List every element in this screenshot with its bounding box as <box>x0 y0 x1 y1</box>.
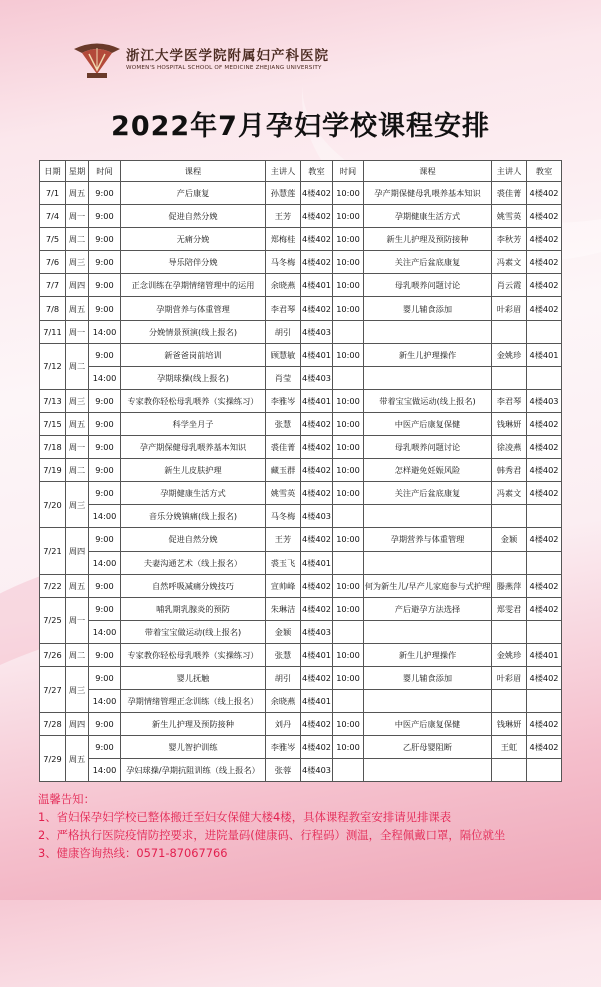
schedule-weekday: 周三 <box>66 389 89 412</box>
schedule-speaker-2: 徐凌燕 <box>492 436 527 459</box>
schedule-time-1: 9:00 <box>89 574 121 597</box>
schedule-course-2: 乙肝母婴阻断 <box>364 736 492 759</box>
schedule-course-1: 专家教你轻松母乳喂养（实操练习） <box>121 389 266 412</box>
header-room-2: 教室 <box>527 161 562 182</box>
schedule-room-1: 4楼402 <box>301 205 333 228</box>
schedule-room-2 <box>527 690 562 713</box>
schedule-room-1: 4楼402 <box>301 459 333 482</box>
schedule-speaker-1: 李君琴 <box>266 297 301 320</box>
table-row <box>40 482 562 505</box>
schedule-room-1: 4楼402 <box>301 574 333 597</box>
schedule-speaker-2 <box>492 505 527 528</box>
schedule-course-1: 婴儿智护训练 <box>121 736 266 759</box>
table-row <box>40 574 562 597</box>
schedule-room-2: 4楼402 <box>527 597 562 620</box>
schedule-time-2 <box>333 551 364 574</box>
schedule-time-1: 14:00 <box>89 320 121 343</box>
schedule-speaker-2: 李秋芳 <box>492 228 527 251</box>
schedule-room-2: 4楼402 <box>527 412 562 435</box>
schedule-course-2 <box>364 505 492 528</box>
schedule-course-2: 何为新生儿/早产儿家庭参与式护理 <box>364 574 492 597</box>
header-course-1: 课程 <box>121 161 266 182</box>
table-row <box>40 274 562 297</box>
schedule-room-2 <box>527 320 562 343</box>
schedule-date: 7/18 <box>40 436 66 459</box>
schedule-course-2: 怎样避免妊娠风险 <box>364 459 492 482</box>
schedule-weekday: 周一 <box>66 320 89 343</box>
schedule-course-1: 无痛分娩 <box>121 228 266 251</box>
schedule-speaker-1: 刘丹 <box>266 713 301 736</box>
schedule-room-2: 4楼402 <box>527 666 562 689</box>
schedule-course-1: 婴儿抚触 <box>121 666 266 689</box>
schedule-speaker-1: 顾慧敏 <box>266 343 301 366</box>
schedule-weekday: 周二 <box>66 343 89 389</box>
schedule-room-1: 4楼402 <box>301 228 333 251</box>
schedule-room-2: 4楼402 <box>527 459 562 482</box>
schedule-room-1: 4楼401 <box>301 389 333 412</box>
schedule-time-2: 10:00 <box>333 436 364 459</box>
schedule-speaker-1: 张慧 <box>266 412 301 435</box>
schedule-time-2: 10:00 <box>333 482 364 505</box>
schedule-time-1: 14:00 <box>89 690 121 713</box>
schedule-course-1: 分娩情景预演(线上报名) <box>121 320 266 343</box>
schedule-time-1: 9:00 <box>89 459 121 482</box>
schedule-speaker-2: 裘佳菁 <box>492 182 527 205</box>
schedule-time-2 <box>333 690 364 713</box>
schedule-course-1: 哺乳期乳腺炎的预防 <box>121 597 266 620</box>
table-row <box>40 759 562 782</box>
schedule-course-2 <box>364 551 492 574</box>
table-row <box>40 228 562 251</box>
schedule-course-1: 带着宝宝做运动(线上报名) <box>121 620 266 643</box>
schedule-speaker-1: 张蓉 <box>266 759 301 782</box>
schedule-weekday: 周五 <box>66 574 89 597</box>
logo-chinese-name: 浙江大学医学院附属妇产科医院 <box>126 48 329 64</box>
schedule-weekday: 周三 <box>66 482 89 528</box>
schedule-speaker-2 <box>492 690 527 713</box>
schedule-room-2: 4楼401 <box>527 643 562 666</box>
schedule-room-2: 4楼402 <box>527 574 562 597</box>
schedule-date: 7/6 <box>40 251 66 274</box>
table-row <box>40 459 562 482</box>
schedule-room-1: 4楼402 <box>301 597 333 620</box>
schedule-date: 7/20 <box>40 482 66 528</box>
table-row <box>40 389 562 412</box>
notice-item: 2、严格执行医院疫情防控要求，进院量码(健康码、行程码）测温，全程佩戴口罩，隔位就坐 <box>38 828 506 842</box>
schedule-time-2: 10:00 <box>333 389 364 412</box>
schedule-speaker-2: 金姚珍 <box>492 643 527 666</box>
schedule-speaker-1: 李雅岑 <box>266 736 301 759</box>
schedule-time-1: 9:00 <box>89 343 121 366</box>
schedule-course-2: 婴儿辅食添加 <box>364 297 492 320</box>
schedule-weekday: 周五 <box>66 182 89 205</box>
schedule-speaker-2: 叶彩眉 <box>492 666 527 689</box>
schedule-speaker-1: 胡引 <box>266 666 301 689</box>
schedule-course-2: 关注产后盆底康复 <box>364 482 492 505</box>
schedule-speaker-1: 余晓燕 <box>266 690 301 713</box>
schedule-time-2: 10:00 <box>333 643 364 666</box>
table-row <box>40 412 562 435</box>
schedule-speaker-2 <box>492 759 527 782</box>
schedule-speaker-1: 余晓燕 <box>266 274 301 297</box>
schedule-speaker-2: 李君琴 <box>492 389 527 412</box>
table-row <box>40 436 562 459</box>
schedule-room-1: 4楼401 <box>301 690 333 713</box>
schedule-speaker-1: 裘佳菁 <box>266 436 301 459</box>
schedule-room-1: 4楼403 <box>301 759 333 782</box>
table-row <box>40 251 562 274</box>
schedule-speaker-1: 李雅岑 <box>266 389 301 412</box>
notice-item: 3、健康咨询热线：0571-87067766 <box>38 846 228 860</box>
schedule-room-1: 4楼401 <box>301 643 333 666</box>
table-row <box>40 620 562 643</box>
table-row <box>40 528 562 551</box>
schedule-date: 7/25 <box>40 597 66 643</box>
schedule-date: 7/8 <box>40 297 66 320</box>
schedule-room-2: 4楼402 <box>527 205 562 228</box>
header-date: 日期 <box>40 161 66 182</box>
header-speaker-2: 主讲人 <box>492 161 527 182</box>
schedule-course-1: 孕期营养与体重管理 <box>121 297 266 320</box>
schedule-time-2 <box>333 366 364 389</box>
page-title: 2022年7月孕妇学校课程安排 <box>111 111 490 142</box>
schedule-course-1: 专家教你轻松母乳喂养（实操练习） <box>121 643 266 666</box>
schedule-time-1: 9:00 <box>89 643 121 666</box>
schedule-speaker-2: 钱琳妍 <box>492 412 527 435</box>
schedule-speaker-1: 胡引 <box>266 320 301 343</box>
schedule-room-2 <box>527 505 562 528</box>
table-row <box>40 366 562 389</box>
schedule-speaker-1: 裘玉飞 <box>266 551 301 574</box>
header-time-1: 时间 <box>89 161 121 182</box>
schedule-speaker-2: 滕燕萍 <box>492 574 527 597</box>
schedule-speaker-1: 王芳 <box>266 205 301 228</box>
schedule-date: 7/11 <box>40 320 66 343</box>
schedule-room-1: 4楼402 <box>301 297 333 320</box>
schedule-time-1: 9:00 <box>89 389 121 412</box>
schedule-time-1: 9:00 <box>89 274 121 297</box>
schedule-time-1: 14:00 <box>89 551 121 574</box>
schedule-course-2 <box>364 320 492 343</box>
table-row <box>40 205 562 228</box>
schedule-speaker-2: 王虹 <box>492 736 527 759</box>
schedule-room-1: 4楼402 <box>301 666 333 689</box>
header-time-2: 时间 <box>333 161 364 182</box>
schedule-course-1: 孕期球操(线上报名) <box>121 366 266 389</box>
schedule-room-2: 4楼402 <box>527 436 562 459</box>
schedule-time-2: 10:00 <box>333 597 364 620</box>
schedule-room-1: 4楼403 <box>301 505 333 528</box>
schedule-time-2: 10:00 <box>333 182 364 205</box>
schedule-course-1: 促进自然分娩 <box>121 205 266 228</box>
schedule-time-1: 9:00 <box>89 228 121 251</box>
schedule-course-2: 产后避孕方法选择 <box>364 597 492 620</box>
schedule-weekday: 周四 <box>66 274 89 297</box>
schedule-speaker-2 <box>492 620 527 643</box>
schedule-room-2 <box>527 620 562 643</box>
schedule-course-2: 中医产后康复保健 <box>364 713 492 736</box>
schedule-course-2 <box>364 620 492 643</box>
schedule-time-1: 9:00 <box>89 205 121 228</box>
schedule-room-2: 4楼402 <box>527 482 562 505</box>
schedule-room-2: 4楼403 <box>527 389 562 412</box>
schedule-time-2: 10:00 <box>333 412 364 435</box>
table-row <box>40 736 562 759</box>
logo-english-name: WOMEN'S HOSPITAL SCHOOL OF MEDICINE ZHEJIANG UNIVERSITY <box>126 65 322 71</box>
schedule-weekday: 周五 <box>66 736 89 782</box>
schedule-speaker-2: 姚雪英 <box>492 205 527 228</box>
schedule-room-1: 4楼402 <box>301 412 333 435</box>
schedule-room-1: 4楼402 <box>301 182 333 205</box>
schedule-time-1: 9:00 <box>89 736 121 759</box>
schedule-weekday: 周三 <box>66 251 89 274</box>
table-row <box>40 690 562 713</box>
schedule-course-2: 婴儿辅食添加 <box>364 666 492 689</box>
schedule-course-1: 新生儿皮肤护理 <box>121 459 266 482</box>
schedule-speaker-1: 张慧 <box>266 643 301 666</box>
schedule-time-2: 10:00 <box>333 736 364 759</box>
schedule-speaker-2: 肖云霞 <box>492 274 527 297</box>
schedule-time-2: 10:00 <box>333 274 364 297</box>
schedule-time-1: 9:00 <box>89 182 121 205</box>
schedule-course-1: 新爸爸岗前培训 <box>121 343 266 366</box>
schedule-date: 7/28 <box>40 713 66 736</box>
schedule-speaker-2: 韩秀君 <box>492 459 527 482</box>
table-row <box>40 297 562 320</box>
schedule-speaker-1: 马冬梅 <box>266 251 301 274</box>
schedule-room-1: 4楼401 <box>301 343 333 366</box>
schedule-speaker-2: 郑雯君 <box>492 597 527 620</box>
schedule-room-1: 4楼403 <box>301 620 333 643</box>
schedule-room-1: 4楼401 <box>301 551 333 574</box>
schedule-speaker-1: 宣帅峰 <box>266 574 301 597</box>
schedule-room-2: 4楼402 <box>527 274 562 297</box>
schedule-weekday: 周五 <box>66 297 89 320</box>
schedule-course-1: 新生儿护理及预防接种 <box>121 713 266 736</box>
schedule-time-1: 9:00 <box>89 297 121 320</box>
schedule-course-2: 新生儿护理及预防接种 <box>364 228 492 251</box>
schedule-course-1: 科学坐月子 <box>121 412 266 435</box>
schedule-room-2 <box>527 366 562 389</box>
schedule-course-2: 母乳喂养问题讨论 <box>364 274 492 297</box>
schedule-room-2: 4楼402 <box>527 228 562 251</box>
schedule-speaker-1: 马冬梅 <box>266 505 301 528</box>
schedule-room-1: 4楼403 <box>301 320 333 343</box>
schedule-speaker-1: 王芳 <box>266 528 301 551</box>
schedule-course-1: 促进自然分娩 <box>121 528 266 551</box>
schedule-time-1: 9:00 <box>89 528 121 551</box>
schedule-table <box>39 160 562 782</box>
schedule-course-2: 新生儿护理操作 <box>364 643 492 666</box>
schedule-time-1: 9:00 <box>89 412 121 435</box>
schedule-time-1: 14:00 <box>89 620 121 643</box>
hospital-logo <box>72 40 329 80</box>
schedule-course-2: 孕期营养与体重管理 <box>364 528 492 551</box>
schedule-course-1: 正念训练在孕期情绪管理中的运用 <box>121 274 266 297</box>
header-speaker-1: 主讲人 <box>266 161 301 182</box>
schedule-room-2: 4楼402 <box>527 251 562 274</box>
schedule-speaker-1: 朱琳洁 <box>266 597 301 620</box>
schedule-time-2: 10:00 <box>333 459 364 482</box>
schedule-room-2: 4楼402 <box>527 182 562 205</box>
schedule-weekday: 周三 <box>66 666 89 712</box>
header-room-1: 教室 <box>301 161 333 182</box>
schedule-weekday: 周一 <box>66 597 89 643</box>
schedule-time-1: 14:00 <box>89 366 121 389</box>
schedule-speaker-2 <box>492 551 527 574</box>
schedule-room-2: 4楼402 <box>527 736 562 759</box>
schedule-speaker-1: 肖莹 <box>266 366 301 389</box>
schedule-speaker-1: 金颖 <box>266 620 301 643</box>
schedule-date: 7/27 <box>40 666 66 712</box>
schedule-date: 7/4 <box>40 205 66 228</box>
schedule-course-2 <box>364 690 492 713</box>
table-row <box>40 343 562 366</box>
schedule-speaker-2: 金姚珍 <box>492 343 527 366</box>
schedule-course-1: 导乐陪伴分娩 <box>121 251 266 274</box>
schedule-speaker-1: 姚雪英 <box>266 482 301 505</box>
schedule-time-1: 9:00 <box>89 251 121 274</box>
schedule-weekday: 周二 <box>66 643 89 666</box>
schedule-date: 7/26 <box>40 643 66 666</box>
schedule-speaker-2: 钱琳妍 <box>492 713 527 736</box>
schedule-room-1: 4楼402 <box>301 528 333 551</box>
schedule-course-1: 孕产期保健母乳喂养基本知识 <box>121 436 266 459</box>
schedule-speaker-1: 孙慧莲 <box>266 182 301 205</box>
schedule-course-1: 孕期健康生活方式 <box>121 482 266 505</box>
schedule-body <box>40 182 562 782</box>
schedule-date: 7/15 <box>40 412 66 435</box>
schedule-time-2 <box>333 620 364 643</box>
table-row <box>40 597 562 620</box>
schedule-time-2: 10:00 <box>333 528 364 551</box>
schedule-room-2: 4楼402 <box>527 713 562 736</box>
schedule-speaker-1: 藏玉群 <box>266 459 301 482</box>
schedule-course-2: 新生儿护理操作 <box>364 343 492 366</box>
schedule-time-2: 10:00 <box>333 574 364 597</box>
schedule-speaker-2: 金颖 <box>492 528 527 551</box>
schedule-speaker-2: 叶彩眉 <box>492 297 527 320</box>
schedule-time-1: 14:00 <box>89 759 121 782</box>
schedule-course-1: 孕妇球操/孕期抗阻训练（线上报名） <box>121 759 266 782</box>
schedule-date: 7/29 <box>40 736 66 782</box>
schedule-course-2: 带着宝宝做运动(线上报名) <box>364 389 492 412</box>
schedule-time-2 <box>333 759 364 782</box>
schedule-time-2: 10:00 <box>333 251 364 274</box>
schedule-room-1: 4楼402 <box>301 436 333 459</box>
table-row <box>40 320 562 343</box>
schedule-time-2: 10:00 <box>333 228 364 251</box>
schedule-course-1: 自然呼吸减痛分娩技巧 <box>121 574 266 597</box>
schedule-date: 7/21 <box>40 528 66 574</box>
schedule-weekday: 周四 <box>66 528 89 574</box>
schedule-weekday: 周二 <box>66 459 89 482</box>
schedule-time-2 <box>333 320 364 343</box>
schedule-course-2: 母乳喂养问题讨论 <box>364 436 492 459</box>
schedule-room-2: 4楼402 <box>527 528 562 551</box>
schedule-date: 7/13 <box>40 389 66 412</box>
schedule-time-2: 10:00 <box>333 297 364 320</box>
schedule-course-1: 夫妻沟通艺术（线上报名） <box>121 551 266 574</box>
schedule-room-2 <box>527 551 562 574</box>
schedule-date: 7/19 <box>40 459 66 482</box>
table-row <box>40 505 562 528</box>
schedule-date: 7/22 <box>40 574 66 597</box>
notice-heading: 温馨告知： <box>38 792 95 806</box>
schedule-course-2 <box>364 759 492 782</box>
schedule-course-1: 孕期情绪管理正念训练（线上报名） <box>121 690 266 713</box>
schedule-weekday: 周四 <box>66 713 89 736</box>
schedule-speaker-1: 郑梅桂 <box>266 228 301 251</box>
schedule-room-2 <box>527 759 562 782</box>
schedule-speaker-2: 冯素文 <box>492 482 527 505</box>
schedule-room-1: 4楼402 <box>301 713 333 736</box>
schedule-course-1: 音乐分娩镇痛(线上报名) <box>121 505 266 528</box>
schedule-date: 7/5 <box>40 228 66 251</box>
schedule-time-1: 9:00 <box>89 436 121 459</box>
schedule-date: 7/12 <box>40 343 66 389</box>
schedule-time-2: 10:00 <box>333 713 364 736</box>
schedule-date: 7/7 <box>40 274 66 297</box>
schedule-course-2: 孕产期保健母乳喂养基本知识 <box>364 182 492 205</box>
schedule-room-2: 4楼402 <box>527 297 562 320</box>
table-header-row <box>40 161 562 182</box>
schedule-room-1: 4楼402 <box>301 251 333 274</box>
notice-section <box>38 790 505 862</box>
schedule-weekday: 周一 <box>66 436 89 459</box>
schedule-speaker-2 <box>492 366 527 389</box>
schedule-date: 7/1 <box>40 182 66 205</box>
hospital-emblem-icon <box>72 40 122 80</box>
schedule-time-1: 9:00 <box>89 482 121 505</box>
schedule-time-2 <box>333 505 364 528</box>
schedule-weekday: 周一 <box>66 205 89 228</box>
schedule-speaker-2: 冯素文 <box>492 251 527 274</box>
schedule-time-2: 10:00 <box>333 343 364 366</box>
table-row <box>40 643 562 666</box>
schedule-time-1: 9:00 <box>89 666 121 689</box>
schedule-course-1: 产后康复 <box>121 182 266 205</box>
schedule-room-1: 4楼403 <box>301 366 333 389</box>
table-row <box>40 182 562 205</box>
schedule-time-2: 10:00 <box>333 666 364 689</box>
schedule-time-1: 9:00 <box>89 597 121 620</box>
schedule-weekday: 周二 <box>66 228 89 251</box>
schedule-room-2: 4楼401 <box>527 343 562 366</box>
schedule-weekday: 周五 <box>66 412 89 435</box>
table-row <box>40 666 562 689</box>
header-course-2: 课程 <box>364 161 492 182</box>
schedule-course-2: 关注产后盆底康复 <box>364 251 492 274</box>
schedule-time-2: 10:00 <box>333 205 364 228</box>
schedule-course-2: 孕期健康生活方式 <box>364 205 492 228</box>
notice-item: 1、省妇保孕妇学校已整体搬迁至妇女保健大楼4楼，具体课程教室安排请见排课表 <box>38 810 452 824</box>
schedule-course-2 <box>364 366 492 389</box>
schedule-room-1: 4楼402 <box>301 736 333 759</box>
schedule-room-1: 4楼402 <box>301 482 333 505</box>
header-weekday: 星期 <box>66 161 89 182</box>
schedule-time-1: 14:00 <box>89 505 121 528</box>
schedule-room-1: 4楼401 <box>301 274 333 297</box>
table-row <box>40 713 562 736</box>
schedule-time-1: 9:00 <box>89 713 121 736</box>
table-row <box>40 551 562 574</box>
schedule-speaker-2 <box>492 320 527 343</box>
schedule-course-2: 中医产后康复保健 <box>364 412 492 435</box>
